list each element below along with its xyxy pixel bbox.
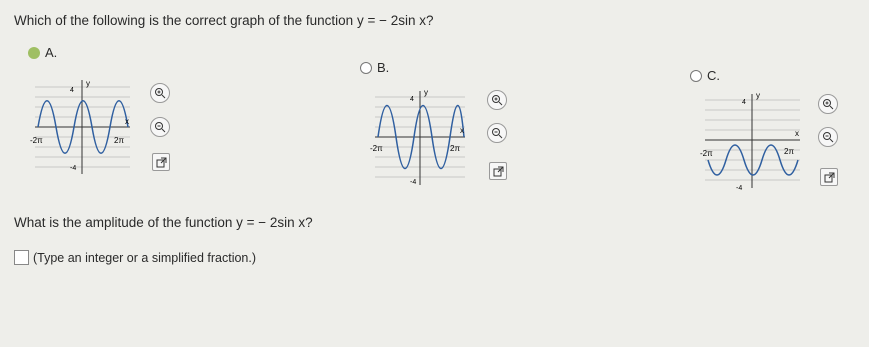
option-b[interactable] [360, 60, 389, 75]
graph-b-y-label: y [424, 88, 428, 97]
graph-a-neg-four: -4 [70, 165, 77, 172]
subquestion-function: y = − 2sin x? [236, 215, 313, 230]
graph-b-neg-four: -4 [410, 179, 417, 186]
zoom-in-icon[interactable] [487, 90, 507, 110]
subquestion-text [14, 215, 313, 230]
graph-a-y-label: y [86, 79, 90, 88]
answer-hint: (Type an integer or a simplified fraction.) [33, 251, 257, 265]
zoom-in-icon[interactable] [150, 83, 170, 103]
correct-check-icon [28, 47, 40, 59]
question-text [14, 13, 434, 28]
expand-icon[interactable] [489, 162, 507, 180]
graph-c-x-label: x [795, 129, 799, 138]
graph-c-neg-two-pi: -2π [700, 149, 713, 158]
graph-b-x-label: x [460, 126, 464, 135]
graph-b-four: 4 [410, 96, 414, 103]
graph-b-two-pi: 2π [450, 144, 460, 153]
option-c-label: C. [707, 68, 720, 83]
zoom-out-icon[interactable] [487, 123, 507, 143]
graph-a-neg-two-pi: -2π [30, 136, 43, 145]
graph-b [370, 85, 470, 190]
graph-a-x-label: x [125, 117, 129, 126]
option-a[interactable] [28, 45, 57, 60]
graph-c-four: 4 [742, 99, 746, 106]
graph-a-two-pi: 2π [114, 136, 124, 145]
expand-icon[interactable] [820, 168, 838, 186]
zoom-in-icon[interactable] [818, 94, 838, 114]
subquestion-prefix: What is the amplitude of the function [14, 215, 233, 230]
option-c[interactable] [690, 68, 720, 83]
option-b-label: B. [377, 60, 390, 75]
graph-c-two-pi: 2π [784, 147, 794, 156]
graph-a-four: 4 [70, 87, 74, 94]
graph-c-y-label: y [756, 91, 760, 100]
option-a-label: A. [45, 45, 58, 60]
option-c-radio[interactable] [690, 70, 702, 82]
question-function: y = − 2sin x? [356, 13, 434, 28]
zoom-out-icon[interactable] [150, 117, 170, 137]
zoom-out-icon[interactable] [818, 127, 838, 147]
graph-c [700, 88, 805, 193]
graph-a [30, 72, 135, 182]
option-b-radio[interactable] [360, 62, 372, 74]
graph-c-neg-four: -4 [736, 185, 743, 192]
answer-input[interactable] [14, 250, 29, 265]
graph-b-neg-two-pi: -2π [370, 144, 383, 153]
question-prefix: Which of the following is the correct graph of the function [14, 13, 354, 28]
expand-icon[interactable] [152, 153, 170, 171]
